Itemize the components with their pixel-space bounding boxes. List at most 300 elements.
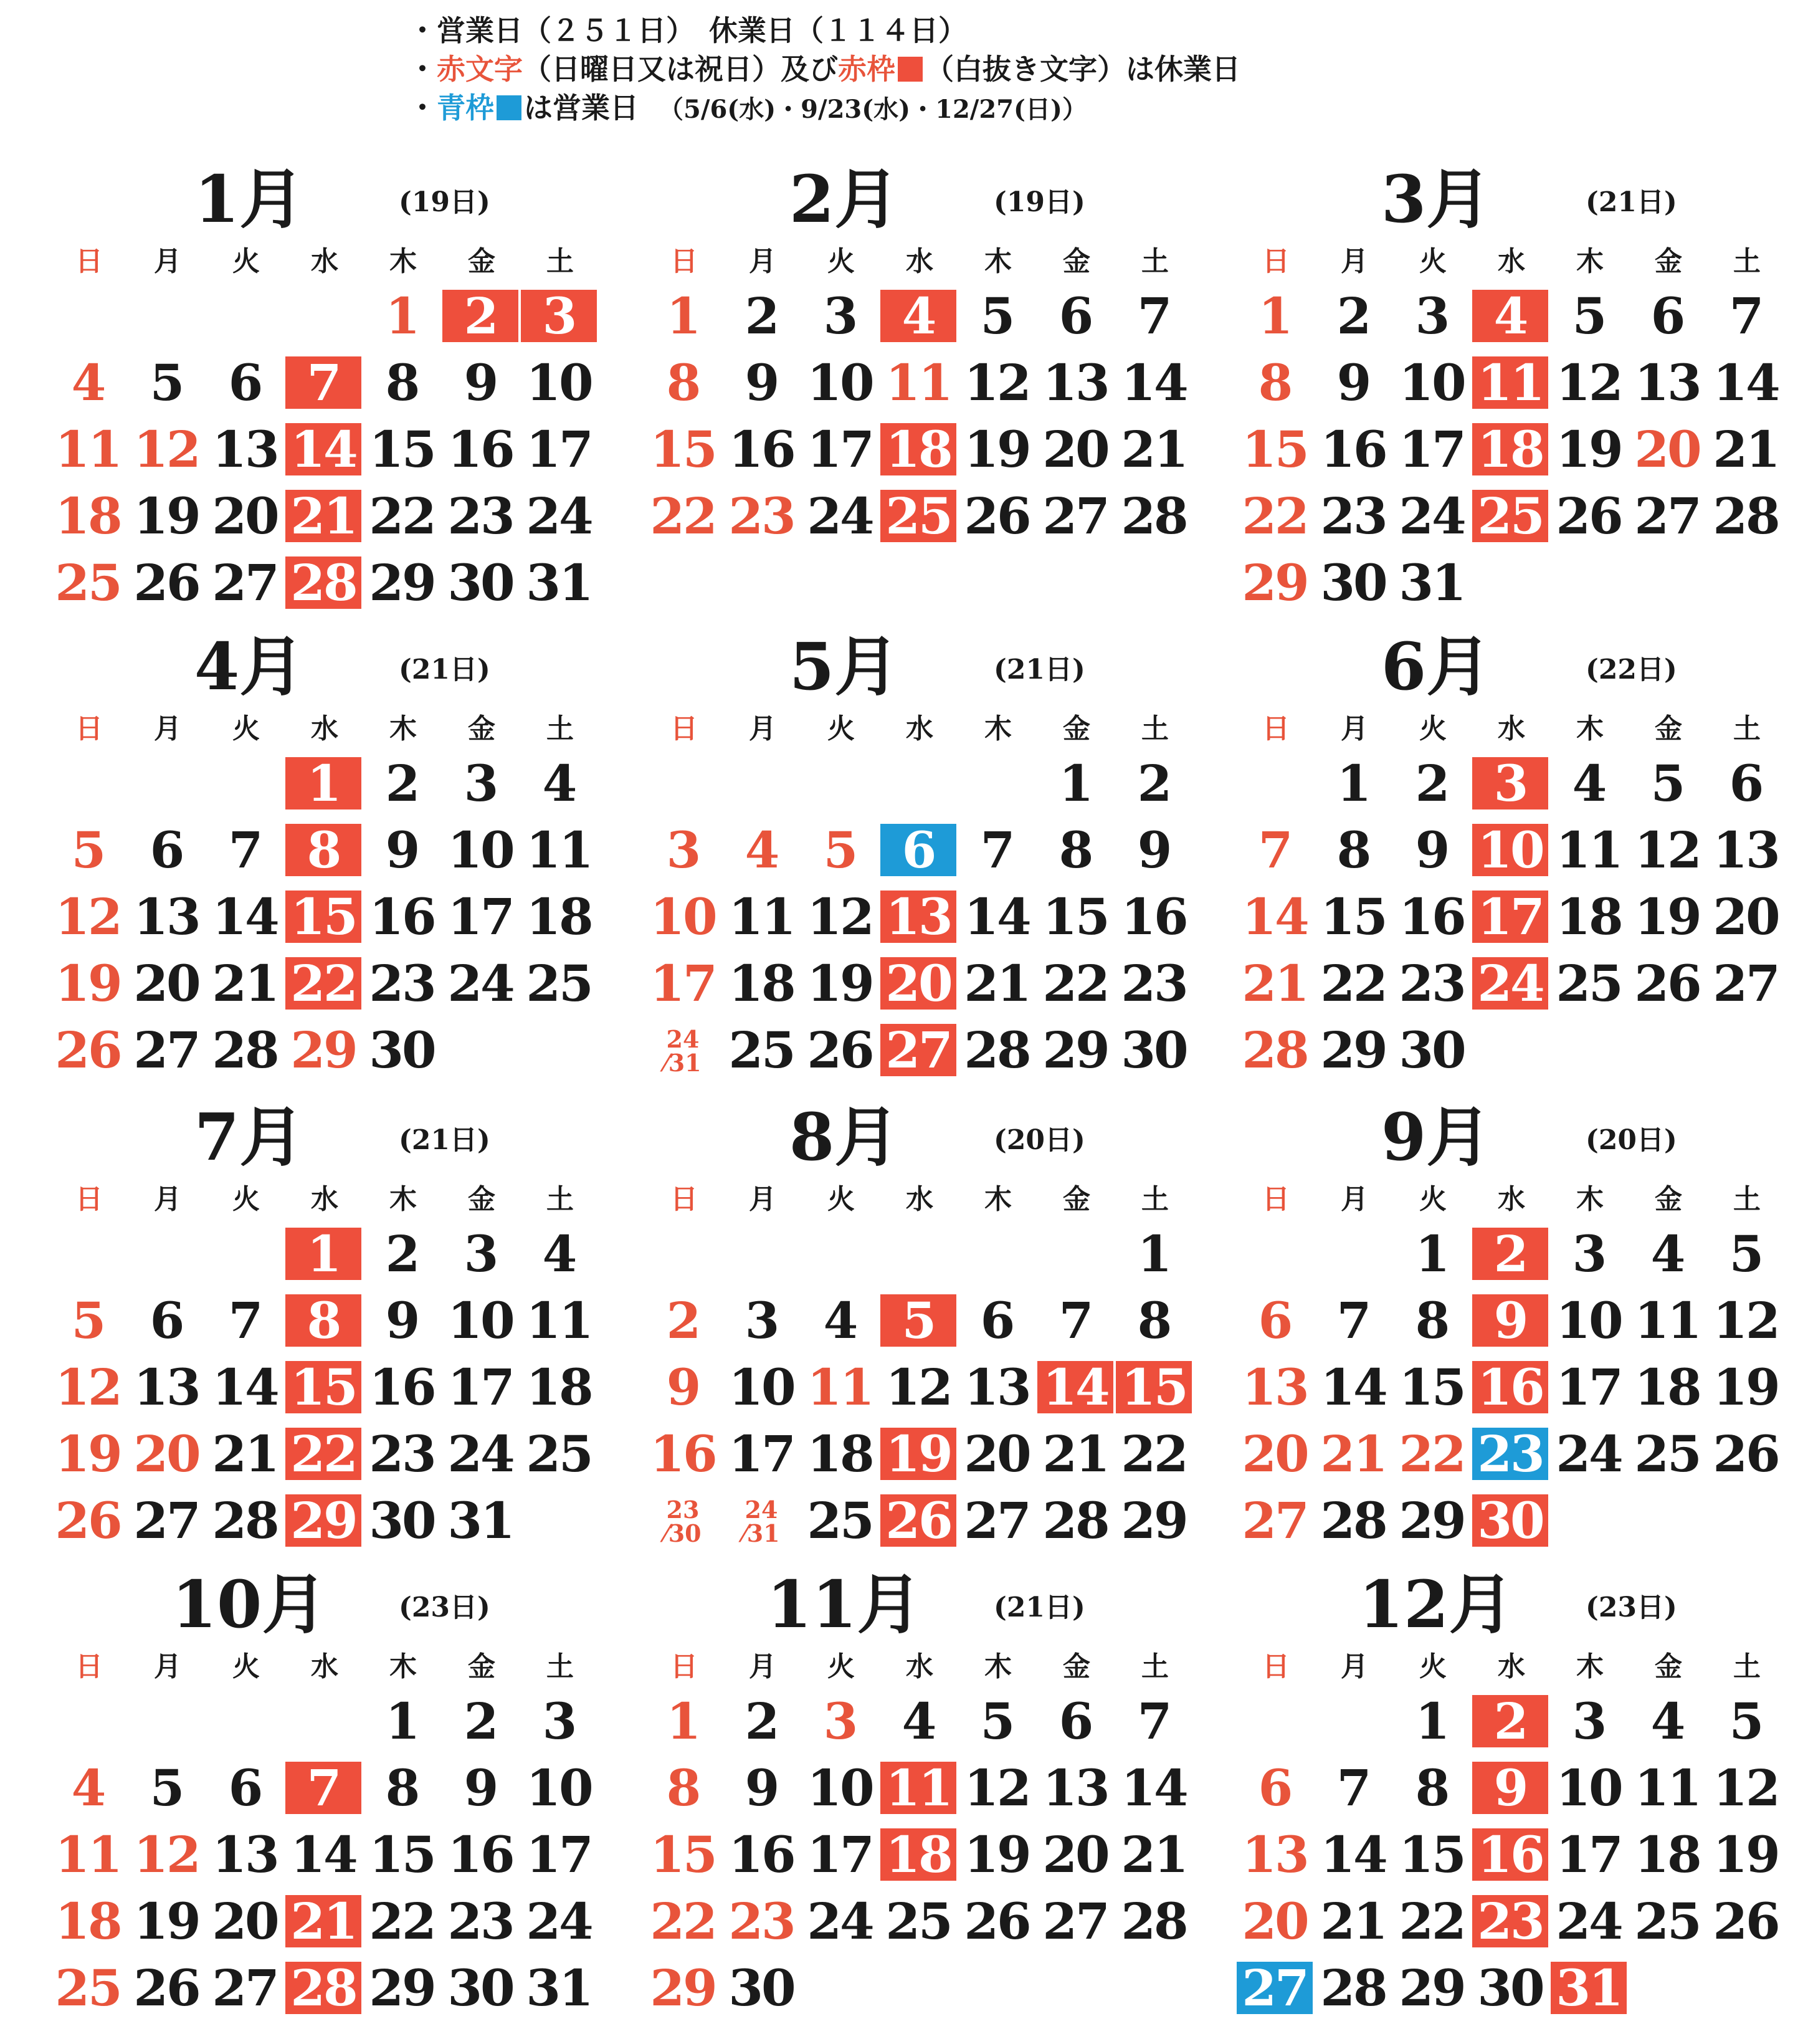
day-cell: 26	[964, 487, 1030, 545]
month-block	[1199, 1564, 1797, 2025]
day-cell: 4	[1650, 1692, 1684, 1750]
day-cell: 7	[1137, 287, 1171, 345]
weekday-label: 水	[906, 246, 933, 277]
weekday-label: 日	[1262, 713, 1290, 745]
day-cell: 11	[807, 1358, 873, 1416]
day-cell: 6	[228, 353, 262, 412]
weekday-label: 月	[154, 1651, 181, 1683]
day-cell: 21	[1121, 420, 1187, 479]
weekday-label: 火	[827, 1651, 855, 1683]
month-block	[607, 1564, 1206, 2025]
day-cell: 8	[1415, 1759, 1449, 1817]
day-cell: 7	[1258, 821, 1292, 879]
legend-holiday-note	[408, 50, 1240, 88]
month-block	[12, 626, 611, 1087]
weekday-label: 土	[546, 1183, 574, 1215]
business-day-count: (22日)	[1586, 654, 1677, 685]
day-cell: 29	[1242, 553, 1308, 612]
business-day-count: (21日)	[994, 654, 1085, 685]
day-cell: 10	[1472, 824, 1548, 876]
day-cell: 19	[964, 1825, 1030, 1884]
day-cell-combined	[645, 1494, 721, 1547]
day-cell: 6	[1650, 287, 1684, 345]
day-cell: 7	[1059, 1291, 1092, 1350]
month-header	[1199, 159, 1797, 240]
day-cell: 22	[1399, 1892, 1465, 1951]
month-header	[12, 159, 611, 240]
day-cell: 10	[807, 1759, 873, 1817]
day-cell: 27	[212, 553, 278, 612]
day-cell: 17	[1556, 1358, 1622, 1416]
weekday-label: 日	[1262, 1651, 1290, 1683]
month-name: 3月	[1381, 161, 1492, 237]
weekday-label: 木	[984, 713, 1012, 745]
day-cell: 16	[369, 887, 435, 946]
weekday-header-row	[1237, 710, 1785, 748]
day-cell: 22	[369, 1892, 435, 1951]
day-cell: 13	[212, 1825, 278, 1884]
weekday-header-row	[645, 243, 1193, 280]
red-swatch-icon	[898, 57, 923, 82]
weekday-label: 木	[389, 1651, 417, 1683]
day-cell: 27	[964, 1491, 1030, 1550]
day-cell: 19	[55, 1425, 121, 1483]
day-cell: 23	[369, 1425, 435, 1483]
day-cell: 7	[1336, 1291, 1370, 1350]
day-cell: 24	[447, 1425, 513, 1483]
day-cell: 10	[1556, 1759, 1622, 1817]
day-number: 23	[666, 1496, 700, 1524]
day-cell: 13	[880, 891, 956, 943]
day-cell: 5	[71, 1291, 105, 1350]
weekday-label: 水	[311, 246, 338, 277]
day-cell: 26	[880, 1494, 956, 1547]
weekday-header-row	[1237, 1648, 1785, 1686]
day-cell: 12	[1713, 1291, 1779, 1350]
day-cell: 3	[464, 1225, 497, 1283]
day-cell: 5	[880, 1294, 956, 1347]
day-cell: 24	[526, 1892, 592, 1951]
day-cell: 1	[1059, 754, 1092, 813]
day-cell: 12	[964, 353, 1030, 412]
day-cell: 14	[964, 887, 1030, 946]
day-cell: 4	[71, 353, 105, 412]
day-cell: 17	[650, 954, 716, 1013]
weekday-header-row	[50, 1648, 598, 1686]
day-cell: 18	[1634, 1825, 1700, 1884]
weekday-label: 火	[232, 1651, 260, 1683]
day-cell: 11	[728, 887, 794, 946]
day-cell: 6	[1258, 1759, 1292, 1817]
day-cell: 5	[150, 353, 183, 412]
day-cell: 28	[1121, 1892, 1187, 1951]
day-cell: 3	[1415, 287, 1449, 345]
day-cell: 16	[1320, 420, 1386, 479]
day-cell: 4	[1472, 290, 1548, 342]
month-block	[12, 1097, 611, 1558]
day-cell: 18	[1556, 887, 1622, 946]
day-number: 24	[666, 1025, 700, 1053]
weekday-header-row	[50, 710, 598, 748]
day-cell: 26	[964, 1892, 1030, 1951]
day-cell: 22	[650, 1892, 716, 1951]
month-block	[607, 159, 1206, 620]
business-day-count: (20日)	[994, 1124, 1085, 1156]
day-cell: 3	[542, 1692, 576, 1750]
weekday-label: 金	[1655, 246, 1682, 277]
day-cell: 11	[526, 821, 592, 879]
day-cell: 30	[728, 1959, 794, 2017]
weekday-label: 火	[232, 246, 260, 277]
day-cell: 16	[1472, 1361, 1548, 1413]
weekday-label: 土	[546, 1651, 574, 1683]
day-cell: 30	[447, 1959, 513, 2017]
weekday-label: 日	[75, 1651, 103, 1683]
day-cell: 10	[526, 1759, 592, 1817]
day-cell: 5	[1650, 754, 1684, 813]
day-cell: 7	[285, 1762, 361, 1814]
weekday-label: 土	[546, 713, 574, 745]
day-cell: 20	[212, 487, 278, 545]
day-cell: 20	[1242, 1892, 1308, 1951]
day-number: ⁄30	[664, 1519, 702, 1547]
day-cell: 25	[526, 1425, 592, 1483]
weekday-label: 月	[154, 713, 181, 745]
day-cell: 4	[1650, 1225, 1684, 1283]
weekday-label: 木	[984, 1183, 1012, 1215]
day-cell: 22	[369, 487, 435, 545]
day-cell: 26	[133, 553, 199, 612]
day-cell-combined	[723, 1494, 799, 1547]
day-cell: 24	[447, 954, 513, 1013]
day-cell: 14	[212, 1358, 278, 1416]
day-cell: 17	[807, 1825, 873, 1884]
legend-bullet: ・	[408, 91, 437, 125]
day-cell: 29	[1121, 1491, 1187, 1550]
day-cell: 17	[1556, 1825, 1622, 1884]
day-cell: 2	[1415, 754, 1449, 813]
day-cell-combined	[645, 1024, 721, 1076]
day-cell: 10	[447, 821, 513, 879]
day-cell: 20	[212, 1892, 278, 1951]
day-cell: 5	[980, 1692, 1014, 1750]
day-cell: 11	[1556, 821, 1622, 879]
day-cell: 4	[542, 754, 576, 813]
day-cell: 22	[1399, 1425, 1465, 1483]
day-number: ⁄31	[664, 1049, 702, 1077]
day-cell: 19	[133, 1892, 199, 1951]
day-cell: 18	[728, 954, 794, 1013]
legend-bullet: ・	[408, 52, 437, 86]
weekday-label: 金	[1655, 1651, 1682, 1683]
day-cell: 28	[1713, 487, 1779, 545]
day-cell: 11	[55, 420, 121, 479]
weekday-label: 土	[1141, 713, 1169, 745]
weekday-label: 日	[670, 1183, 698, 1215]
day-cell: 12	[1713, 1759, 1779, 1817]
day-cell: 14	[290, 1825, 356, 1884]
day-cell: 20	[133, 954, 199, 1013]
day-cell: 3	[823, 287, 857, 345]
day-cell: 19	[1556, 420, 1622, 479]
day-cell: 21	[1242, 954, 1308, 1013]
day-cell: 8	[1137, 1291, 1171, 1350]
weekday-label: 月	[749, 1183, 776, 1215]
day-cell: 14	[1121, 353, 1187, 412]
weekday-label: 金	[468, 1183, 495, 1215]
day-cell: 29	[1042, 1021, 1108, 1079]
day-cell: 8	[385, 1759, 419, 1817]
day-cell: 20	[1042, 420, 1108, 479]
month-header	[12, 1097, 611, 1178]
day-cell: 20	[1042, 1825, 1108, 1884]
day-cell: 6	[150, 1291, 183, 1350]
day-cell: 6	[980, 1291, 1014, 1350]
weekday-label: 土	[1733, 713, 1761, 745]
day-cell: 6	[1729, 754, 1763, 813]
day-cell: 22	[1121, 1425, 1187, 1483]
day-cell: 9	[385, 1291, 419, 1350]
day-cell: 7	[1137, 1692, 1171, 1750]
day-cell: 21	[964, 954, 1030, 1013]
day-cell: 14	[1037, 1361, 1113, 1413]
day-number: ⁄31	[743, 1519, 780, 1547]
business-day-count: (20日)	[1586, 1124, 1677, 1156]
weekday-header-row	[1237, 1181, 1785, 1218]
day-cell: 9	[1472, 1294, 1548, 1347]
weekday-label: 月	[1341, 246, 1368, 277]
business-day-count: (21日)	[399, 1124, 490, 1156]
business-day-count: (23日)	[1586, 1592, 1677, 1623]
day-cell: 16	[1399, 887, 1465, 946]
day-cell: 21	[1320, 1425, 1386, 1483]
day-cell: 25	[1634, 1425, 1700, 1483]
day-cell: 20	[1634, 420, 1700, 479]
day-cell: 17	[526, 420, 592, 479]
day-cell: 13	[1042, 1759, 1108, 1817]
day-cell: 14	[1242, 887, 1308, 946]
weekday-label: 日	[75, 1183, 103, 1215]
day-cell: 1	[1258, 287, 1292, 345]
day-cell: 10	[807, 353, 873, 412]
month-block	[1199, 626, 1797, 1087]
month-header	[607, 159, 1206, 240]
day-cell: 11	[55, 1825, 121, 1884]
day-cell: 15	[650, 420, 716, 479]
month-name: 5月	[789, 628, 900, 705]
day-cell: 16	[447, 1825, 513, 1884]
weekday-label: 木	[389, 713, 417, 745]
day-cell: 7	[1729, 287, 1763, 345]
day-cell: 19	[1713, 1358, 1779, 1416]
day-cell: 13	[1042, 353, 1108, 412]
legend-workday-end: は営業日	[524, 91, 639, 125]
day-cell: 6	[1059, 1692, 1092, 1750]
month-block	[12, 159, 611, 620]
day-cell: 23	[728, 487, 794, 545]
day-cell: 20	[964, 1425, 1030, 1483]
day-cell: 5	[71, 821, 105, 879]
legend-red-text: 赤文字	[437, 52, 523, 86]
day-cell: 2	[1472, 1695, 1548, 1747]
weekday-label: 水	[311, 1183, 338, 1215]
month-name: 7月	[194, 1099, 305, 1175]
month-header	[607, 626, 1206, 707]
day-cell: 10	[650, 887, 716, 946]
weekday-label: 木	[1576, 1183, 1604, 1215]
day-cell: 13	[1713, 821, 1779, 879]
legend-workday-dates: （5/6(水)・9/23(水)・12/27(日)）	[659, 95, 1087, 124]
day-cell: 23	[1399, 954, 1465, 1013]
day-cell: 18	[55, 487, 121, 545]
day-cell: 7	[980, 821, 1014, 879]
weekday-label: 金	[1063, 246, 1090, 277]
day-cell: 15	[1242, 420, 1308, 479]
month-name: 9月	[1381, 1099, 1492, 1175]
weekday-label: 金	[1655, 1183, 1682, 1215]
weekday-label: 土	[546, 246, 574, 277]
weekday-label: 木	[389, 246, 417, 277]
weekday-label: 木	[389, 1183, 417, 1215]
month-header	[607, 1564, 1206, 1645]
month-block	[1199, 1097, 1797, 1558]
day-cell: 9	[385, 821, 419, 879]
day-cell: 29	[369, 553, 435, 612]
day-cell: 25	[526, 954, 592, 1013]
blue-swatch-icon	[497, 95, 521, 120]
day-cell: 24	[1556, 1425, 1622, 1483]
day-cell: 18	[880, 423, 956, 475]
day-cell: 26	[1634, 954, 1700, 1013]
day-cell: 28	[285, 1962, 361, 2014]
day-cell: 8	[285, 824, 361, 876]
day-cell: 1	[1137, 1225, 1171, 1283]
day-cell: 13	[133, 887, 199, 946]
day-cell: 1	[1415, 1692, 1449, 1750]
day-cell: 14	[1320, 1825, 1386, 1884]
day-cell: 26	[55, 1491, 121, 1550]
weekday-label: 月	[154, 246, 181, 277]
day-cell: 15	[1399, 1358, 1465, 1416]
legend-holiday-end: （白抜き文字）は休業日	[925, 52, 1240, 86]
day-cell: 14	[285, 423, 361, 475]
day-cell: 26	[133, 1959, 199, 2017]
day-cell: 1	[1336, 754, 1370, 813]
day-cell: 1	[385, 1692, 419, 1750]
day-cell: 25	[55, 1959, 121, 2017]
day-cell: 26	[55, 1021, 121, 1079]
weekday-label: 火	[1419, 1183, 1447, 1215]
day-cell: 14	[1320, 1358, 1386, 1416]
day-cell: 13	[212, 420, 278, 479]
weekday-label: 日	[75, 246, 103, 277]
day-cell: 8	[1059, 821, 1092, 879]
weekday-label: 土	[1141, 246, 1169, 277]
day-cell: 21	[212, 954, 278, 1013]
day-cell: 11	[526, 1291, 592, 1350]
day-cell: 8	[666, 353, 700, 412]
day-cell: 4	[542, 1225, 576, 1283]
day-cell: 5	[150, 1759, 183, 1817]
day-cell: 31	[526, 1959, 592, 2017]
day-cell: 24	[807, 487, 873, 545]
legend-red-frame: 赤枠	[838, 52, 895, 86]
weekday-header-row	[645, 710, 1193, 748]
day-cell: 17	[447, 887, 513, 946]
day-cell: 7	[228, 821, 262, 879]
weekday-label: 火	[1419, 713, 1447, 745]
day-cell: 19	[807, 954, 873, 1013]
day-cell: 2	[442, 290, 518, 342]
day-cell: 28	[1320, 1491, 1386, 1550]
day-cell: 12	[1556, 353, 1622, 412]
month-header	[12, 626, 611, 707]
day-cell: 15	[1399, 1825, 1465, 1884]
day-cell: 1	[385, 287, 419, 345]
day-cell: 18	[55, 1892, 121, 1951]
weekday-label: 土	[1733, 1183, 1761, 1215]
day-cell: 23	[1121, 954, 1187, 1013]
day-cell: 5	[823, 821, 857, 879]
day-cell: 31	[1399, 553, 1465, 612]
day-cell: 29	[1399, 1491, 1465, 1550]
day-cell: 28	[1042, 1491, 1108, 1550]
day-cell: 2	[385, 754, 419, 813]
month-name: 10月	[171, 1566, 327, 1643]
weekday-label: 日	[1262, 1183, 1290, 1215]
day-cell: 23	[1320, 487, 1386, 545]
day-cell: 27	[1042, 487, 1108, 545]
day-cell: 8	[666, 1759, 700, 1817]
day-cell: 4	[1572, 754, 1606, 813]
day-cell: 1	[666, 1692, 700, 1750]
day-cell: 9	[745, 1759, 778, 1817]
day-cell: 9	[1472, 1762, 1548, 1814]
day-cell: 28	[964, 1021, 1030, 1079]
day-cell: 15	[285, 891, 361, 943]
weekday-label: 木	[1576, 1651, 1604, 1683]
day-cell: 10	[1399, 353, 1465, 412]
day-cell: 6	[1258, 1291, 1292, 1350]
weekday-label: 土	[1141, 1651, 1169, 1683]
business-day-count: (21日)	[399, 654, 490, 685]
month-block	[1199, 159, 1797, 620]
day-cell: 18	[1634, 1358, 1700, 1416]
day-cell: 23	[369, 954, 435, 1013]
day-cell: 17	[807, 420, 873, 479]
day-cell: 12	[133, 1825, 199, 1884]
weekday-label: 木	[1576, 246, 1604, 277]
day-cell: 19	[133, 487, 199, 545]
day-cell: 3	[1572, 1225, 1606, 1283]
day-cell: 11	[880, 1762, 956, 1814]
weekday-label: 金	[1063, 1651, 1090, 1683]
day-cell: 14	[1121, 1759, 1187, 1817]
day-cell: 30	[1121, 1021, 1187, 1079]
day-cell: 12	[55, 887, 121, 946]
day-cell: 30	[1477, 1959, 1543, 2017]
day-cell: 21	[1042, 1425, 1108, 1483]
day-cell: 28	[1242, 1021, 1308, 1079]
day-cell: 16	[447, 420, 513, 479]
month-name: 4月	[194, 628, 305, 705]
weekday-header-row	[50, 1181, 598, 1218]
weekday-header-row	[645, 1648, 1193, 1686]
day-cell: 25	[807, 1491, 873, 1550]
day-cell: 17	[447, 1358, 513, 1416]
day-cell: 30	[447, 553, 513, 612]
day-cell: 4	[823, 1291, 857, 1350]
